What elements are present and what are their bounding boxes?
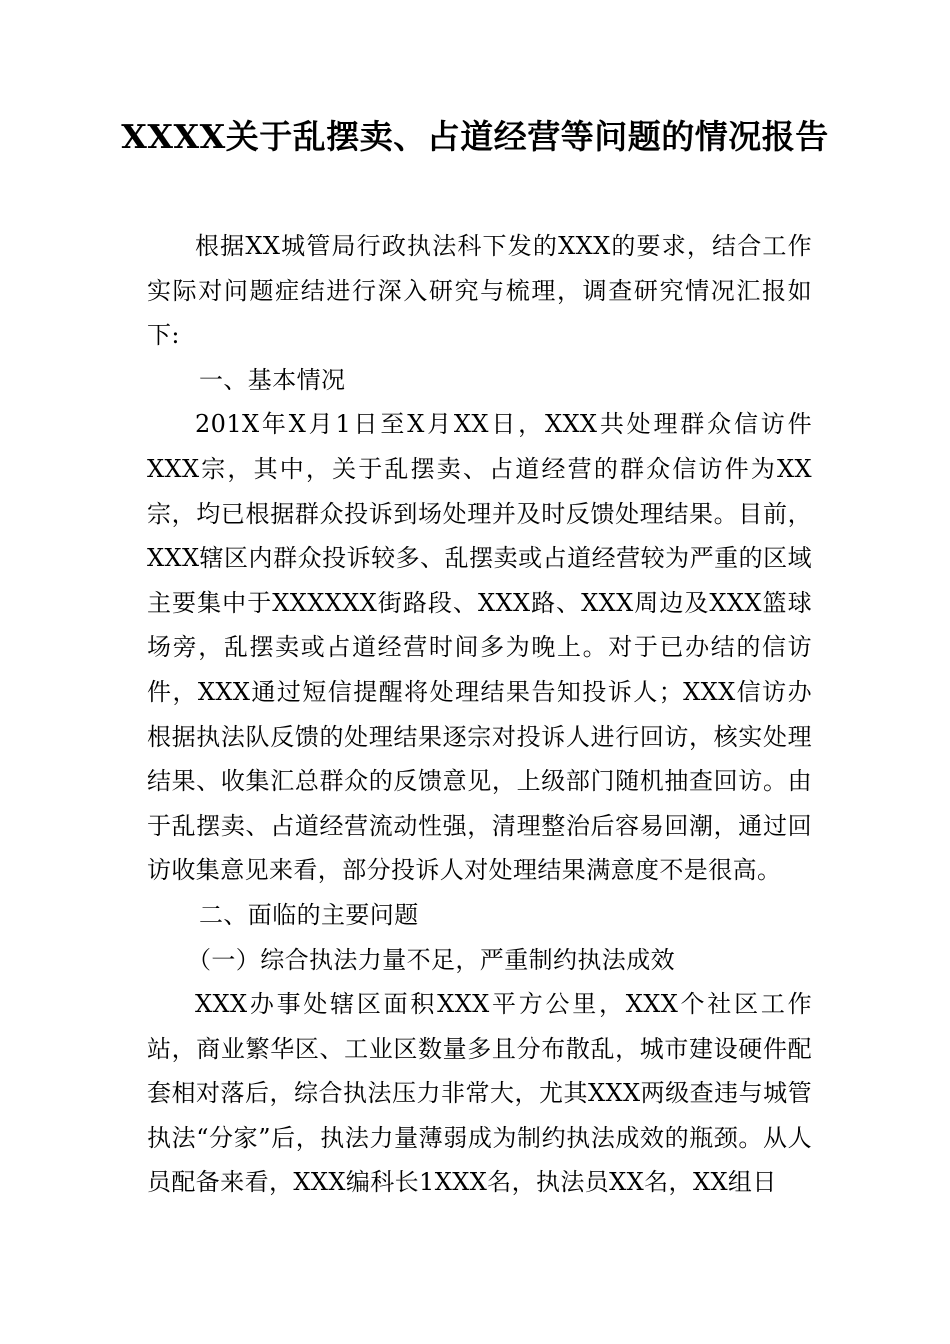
- basic-situation-paragraph: 201X年X月1日至X月XX日，XXX共处理群众信访件XXX宗，其中，关于乱摆卖、占道经营的群众信访件为XX宗，均已根据群众投诉到场处理并及时反馈处理结果。目前，XXX辖区内群众投诉较多、乱摆卖或占道经营较为严重的区域主要集中于XXXXXX街路段、XXX路、XXX周边及XXX篮球场旁，乱摆卖或占道经营时间多为晚上。对于已办结的信访件，XXX通过短信提醒将处理结果告知投诉人；XXX信访办根据执法队反馈的处理结果逐宗对投诉人进行回访，核实处理结果、收集汇总群众的反馈意见，上级部门随机抽查回访。由于乱摆卖、占道经营流动性强，清理整治后容易回潮，通过回访收集意见来看，部分投诉人对处理结果满意度不是很高。: [147, 410, 812, 885]
- document-title: XXXX关于乱摆卖、占道经营等问题的情况报告: [121, 117, 829, 156]
- subsection-heading-enforcement: （一）综合执法力量不足，严重制约执法成效: [187, 945, 675, 974]
- document-body: [147, 224, 812, 1205]
- section-heading-main-problems: 二、面临的主要问题: [199, 900, 419, 929]
- enforcement-paragraph: XXX办事处辖区面积XXX平方公里，XXX个社区工作站，商业繁华区、工业区数量多且分布散乱，城市建设硬件配套相对落后，综合执法压力非常大，尤其XXX两级查违与城管执法“分家”后，执法力量薄弱成为制约执法成效的瓶颈。从人员配备来看，XXX编科长1XXX名，执法员XX名，XX组日: [147, 990, 812, 1197]
- intro-paragraph: 根据XX城管局行政执法科下发的XXX的要求，结合工作实际对问题症结进行深入研究与梳理，调查研究情况汇报如下:: [147, 232, 812, 350]
- section-heading-basic-situation: 一、基本情况: [199, 365, 346, 394]
